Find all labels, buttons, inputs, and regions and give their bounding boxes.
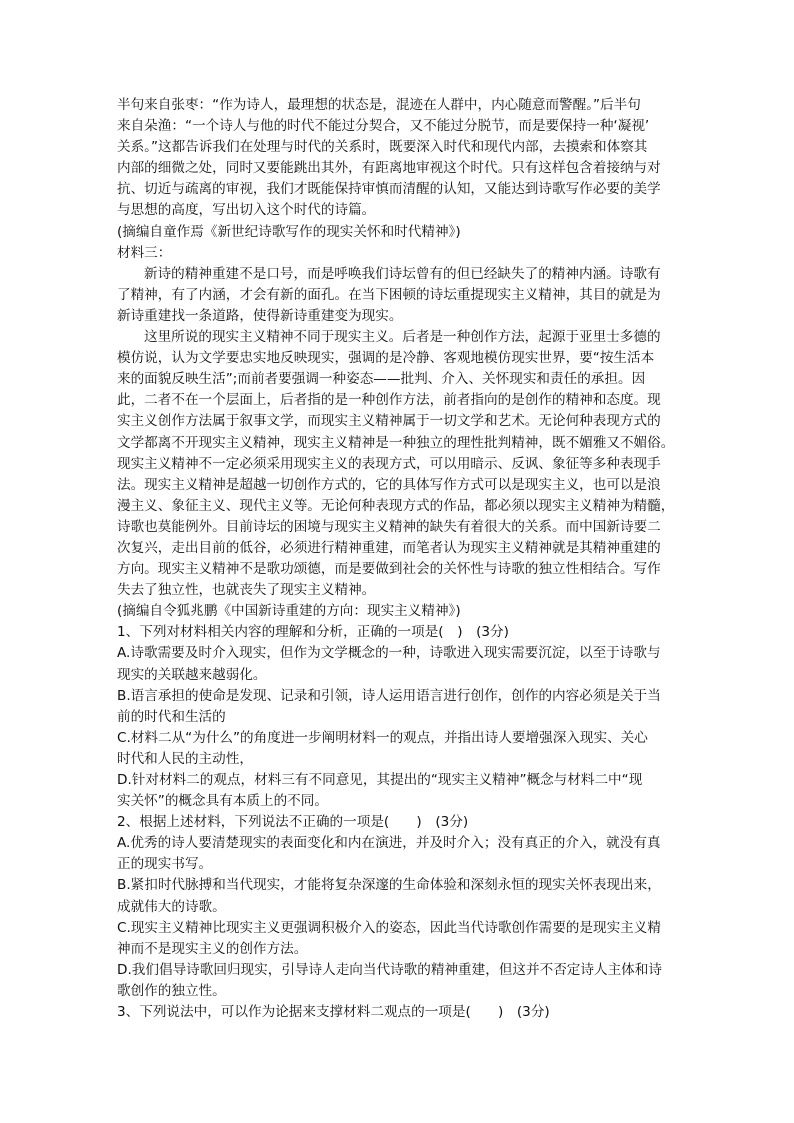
text-line: 材料三： bbox=[117, 244, 172, 261]
text-line: 次复兴，走出目前的低谷，必须进行精神重建，而笔者认为现实主义精神就是其精神重建的 bbox=[117, 539, 661, 556]
text-line: 前的时代和生活的 bbox=[117, 708, 226, 725]
text-line: 此，二者不在一个层面上，后者指的是一种创作方法，前者指向的是创作的精神和态度。现 bbox=[117, 392, 661, 409]
text-line: 文学都离不开现实主义精神，现实主义精神是一种独立的理性批判精神，既不媚雅又不媚俗。 bbox=[117, 434, 675, 451]
text-line: D.我们倡导诗歌回归现实，引导诗人走向当代诗歌的精神重建，但这并不否定诗人主体和诗 bbox=[117, 961, 662, 978]
text-line: 模仿说，认为文学要忠实地反映现实，强调的是冷静、客观地模仿现实世界，要“按生活本 bbox=[117, 350, 655, 367]
text-line: 实主义创作方法属于叙事文学，而现实主义精神属于一切文学和艺术。无论何种表现方式的 bbox=[117, 413, 661, 430]
text-line: 实关怀”的概念具有本质上的不同。 bbox=[117, 793, 328, 810]
text-line: 正的现实书写。 bbox=[117, 856, 213, 873]
text-line: 成就伟大的诗歌。 bbox=[117, 898, 226, 915]
text-line: 歌创作的独立性。 bbox=[117, 982, 226, 999]
text-line: 抗、切近与疏离的审视，我们才既能保持审慎而清醒的认知，又能达到诗歌写作必要的美学 bbox=[117, 181, 661, 198]
text-line: 2、根据上述材料，下列说法不正确的一项是( ) (3分) bbox=[117, 814, 469, 831]
text-line: 诗歌也莫能例外。目前诗坛的困境与现实主义精神的缺失有着很大的关系。而中国新诗要二 bbox=[117, 518, 661, 535]
text-line: C.材料二从“为什么”的角度进一步阐明材料一的观点，并指出诗人要增强深入现实、关心 bbox=[117, 729, 648, 746]
text-line: 神而不是现实主义的创作方法。 bbox=[117, 940, 308, 957]
text-line: 1、下列对材料相关内容的理解和分析，正确的一项是( ) (3分) bbox=[117, 624, 509, 641]
text-line: 了精神，有了内涵，才会有新的面孔。在当下困顿的诗坛重提现实主义精神，其目的就是为 bbox=[117, 286, 661, 303]
text-line: B.紧扣时代脉搏和当代现实，才能将复杂深邃的生命体验和深刻永恒的现实关怀表现出来， bbox=[117, 877, 661, 894]
text-line: 现实的关联越来越弱化。 bbox=[117, 666, 267, 683]
document-page bbox=[117, 95, 680, 1023]
text-line: 新诗的精神重建不是口号，而是呼唤我们诗坛曾有的但已经缺失了的精神内涵。诗歌有 bbox=[144, 265, 661, 282]
text-line: 与思想的高度，写出切入这个时代的诗篇。 bbox=[117, 202, 376, 219]
text-line: D.针对材料二的观点，材料三有不同意见，其提出的“现实主义精神”概念与材料二中“现 bbox=[117, 772, 643, 788]
text-line: 来自朵渔：“一个诗人与他的时代不能过分契合，又不能过分脱节，而是要保持一种‘凝视’ bbox=[117, 118, 650, 135]
text-line: 内部的细微之处，同时又要能跳出其外，有距离地审视这个时代。只有这样包含着接纳与对 bbox=[117, 160, 661, 177]
text-line: 时代和人民的主动性， bbox=[117, 750, 253, 767]
text-line: 关系。”这都告诉我们在处理与时代的关系时，既要深入时代和现代内部，去摸索和体察其 bbox=[117, 139, 648, 156]
text-line: A.诗歌需要及时介入现实，但作为文学概念的一种，诗歌进入现实需要沉淀，以至于诗歌与 bbox=[117, 645, 661, 662]
text-line: B.语言承担的使命是发现、记录和引领，诗人运用语言进行创作，创作的内容必须是关于当 bbox=[117, 687, 661, 704]
text-line: 这里所说的现实主义精神不同于现实主义。后者是一种创作方法，起源于亚里士多德的 bbox=[144, 329, 661, 346]
text-line: A.优秀的诗人要清楚现实的表面变化和内在演进，并及时介入；没有真正的介入，就没有真 bbox=[117, 835, 661, 852]
text-line: (摘编自令狐兆鹏《中国新诗重建的方向：现实主义精神》) bbox=[117, 603, 461, 620]
text-line: 漫主义、象征主义、现代主义等。无论何种表现方式的作品，都必须以现实主义精神为精髓， bbox=[117, 497, 675, 514]
text-line: 法。现实主义精神是超越一切创作方式的，它的具体写作方式可以是现实主义，也可以是浪 bbox=[117, 476, 661, 493]
text-line: 3、下列说法中，可以作为论据来支撑材料二观点的一项是( ) (3分) bbox=[117, 1004, 550, 1021]
text-line: 新诗重建找一条道路，使得新诗重建变为现实。 bbox=[117, 307, 403, 324]
text-line: 来的面貌反映生活”;而前者要强调一种姿态——批判、介入、关怀现实和责任的承担。因 bbox=[117, 371, 646, 388]
text-line: C.现实主义精神比现实主义更强调积极介入的姿态，因此当代诗歌创作需要的是现实主义精 bbox=[117, 919, 661, 936]
text-line: 现实主义精神不一定必须采用现实主义的表现方式，可以用暗示、反讽、象征等多种表现手 bbox=[117, 455, 661, 472]
text-line: 失去了独立性，也就丧失了现实主义精神。 bbox=[117, 582, 376, 599]
text-line: 半句来自张枣：“作为诗人，最理想的状态是，混迹在人群中，内心随意而警醒。”后半句 bbox=[117, 97, 641, 113]
text-line: 方向。现实主义精神不是歌功颂德，而是要做到社会的关怀性与诗歌的独立性相结合。写作 bbox=[117, 561, 661, 578]
text-line: (摘编自童作焉《新世纪诗歌写作的现实关怀和时代精神》) bbox=[117, 223, 461, 240]
